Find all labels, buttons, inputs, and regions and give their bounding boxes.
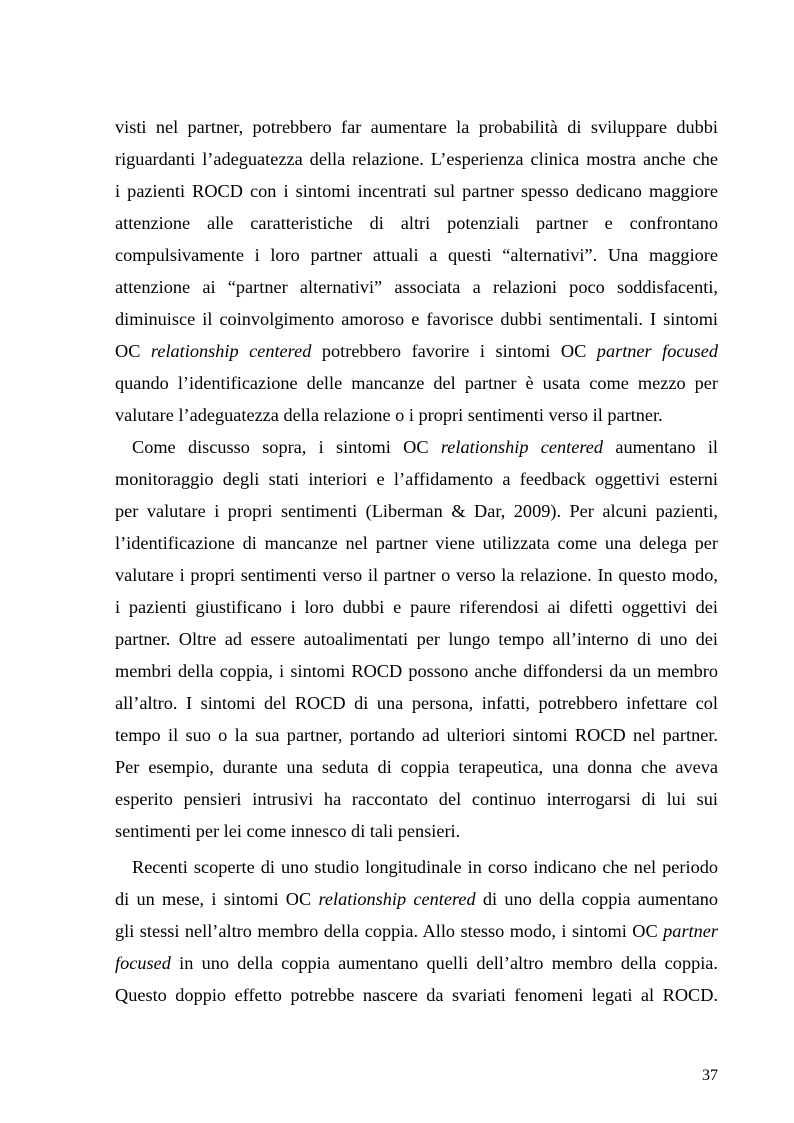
italic-term: relationship centered [150,341,312,361]
text-line: Per esempio, durante una seduta di coppia terapeutica, una donna che aveva [115,757,718,777]
text-line: l’identificazione di mancanze nel partner viene utilizzata come una delega per [115,533,718,553]
text-line: OC relationship centered potrebbero favorire i sintomi OC partner focused [115,341,718,361]
text-line: gli stessi nell’altro membro della coppia. Allo stesso modo, i sintomi OC partner [115,921,718,941]
page-number: 37 [702,1067,718,1084]
italic-term: partner [663,921,718,941]
text-line: partner. Oltre ad essere autoalimentati per lungo tempo all’interno di uno dei [115,629,718,649]
text-line: Recenti scoperte di uno studio longitudinale in corso indicano che nel periodo [132,857,718,877]
text-line: focused in uno della coppia aumentano quelli dell’altro membro della coppia. [115,953,718,973]
text-line: attenzione ai “partner alternativi” associata a relazioni poco soddisfacenti, [115,277,718,297]
text-line: i pazienti giustificano i loro dubbi e paure riferendosi ai difetti oggettivi dei [115,597,718,617]
text-line: i pazienti ROCD con i sintomi incentrati sul partner spesso dedicano maggiore [115,181,718,201]
text-line: attenzione alle caratteristiche di altri potenziali partner e confrontano [115,213,718,233]
text-line: visti nel partner, potrebbero far aumentare la probabilità di sviluppare dubbi [115,117,718,137]
text-line: membri della coppia, i sintomi ROCD possono anche diffondersi da un membro [115,661,718,681]
text-line: tempo il suo o la sua partner, portando ad ulteriori sintomi ROCD nel partner. [115,725,718,745]
text-line: valutare i propri sentimenti verso il partner o verso la relazione. In questo modo, [115,565,718,585]
italic-term: relationship centered [440,437,604,457]
italic-term: focused [115,953,171,973]
italic-term: partner focused [596,341,718,361]
text-line: Come discusso sopra, i sintomi OC relationship centered aumentano il [132,437,718,457]
text-line: Questo doppio effetto potrebbe nascere da svariati fenomeni legati al ROCD. [115,985,718,1005]
text-line: quando l’identificazione delle mancanze del partner è usata come mezzo per [115,373,718,393]
text-line: riguardanti l’adeguatezza della relazione. L’esperienza clinica mostra anche che [115,149,718,169]
text-line: diminuisce il coinvolgimento amoroso e favorisce dubbi sentimentali. I sintomi [115,309,718,329]
text-line: sentimenti per lei come innesco di tali pensieri. [115,821,461,841]
text-line: esperito pensieri intrusivi ha raccontato del continuo interrogarsi di lui sui [115,789,718,809]
text-line: di un mese, i sintomi OC relationship centered di uno della coppia aumentano [115,889,718,909]
text-line: per valutare i propri sentimenti (Liberman & Dar, 2009). Per alcuni pazienti, [115,501,718,521]
text-line: compulsivamente i loro partner attuali a questi “alternativi”. Una maggiore [115,245,718,265]
text-line: valutare l’adeguatezza della relazione o i propri sentimenti verso il partner. [115,405,663,425]
italic-term: relationship centered [318,889,476,909]
text-line: all’altro. I sintomi del ROCD di una persona, infatti, potrebbero infettare col [115,693,718,713]
text-line: monitoraggio degli stati interiori e l’affidamento a feedback oggettivi esterni [115,469,718,489]
